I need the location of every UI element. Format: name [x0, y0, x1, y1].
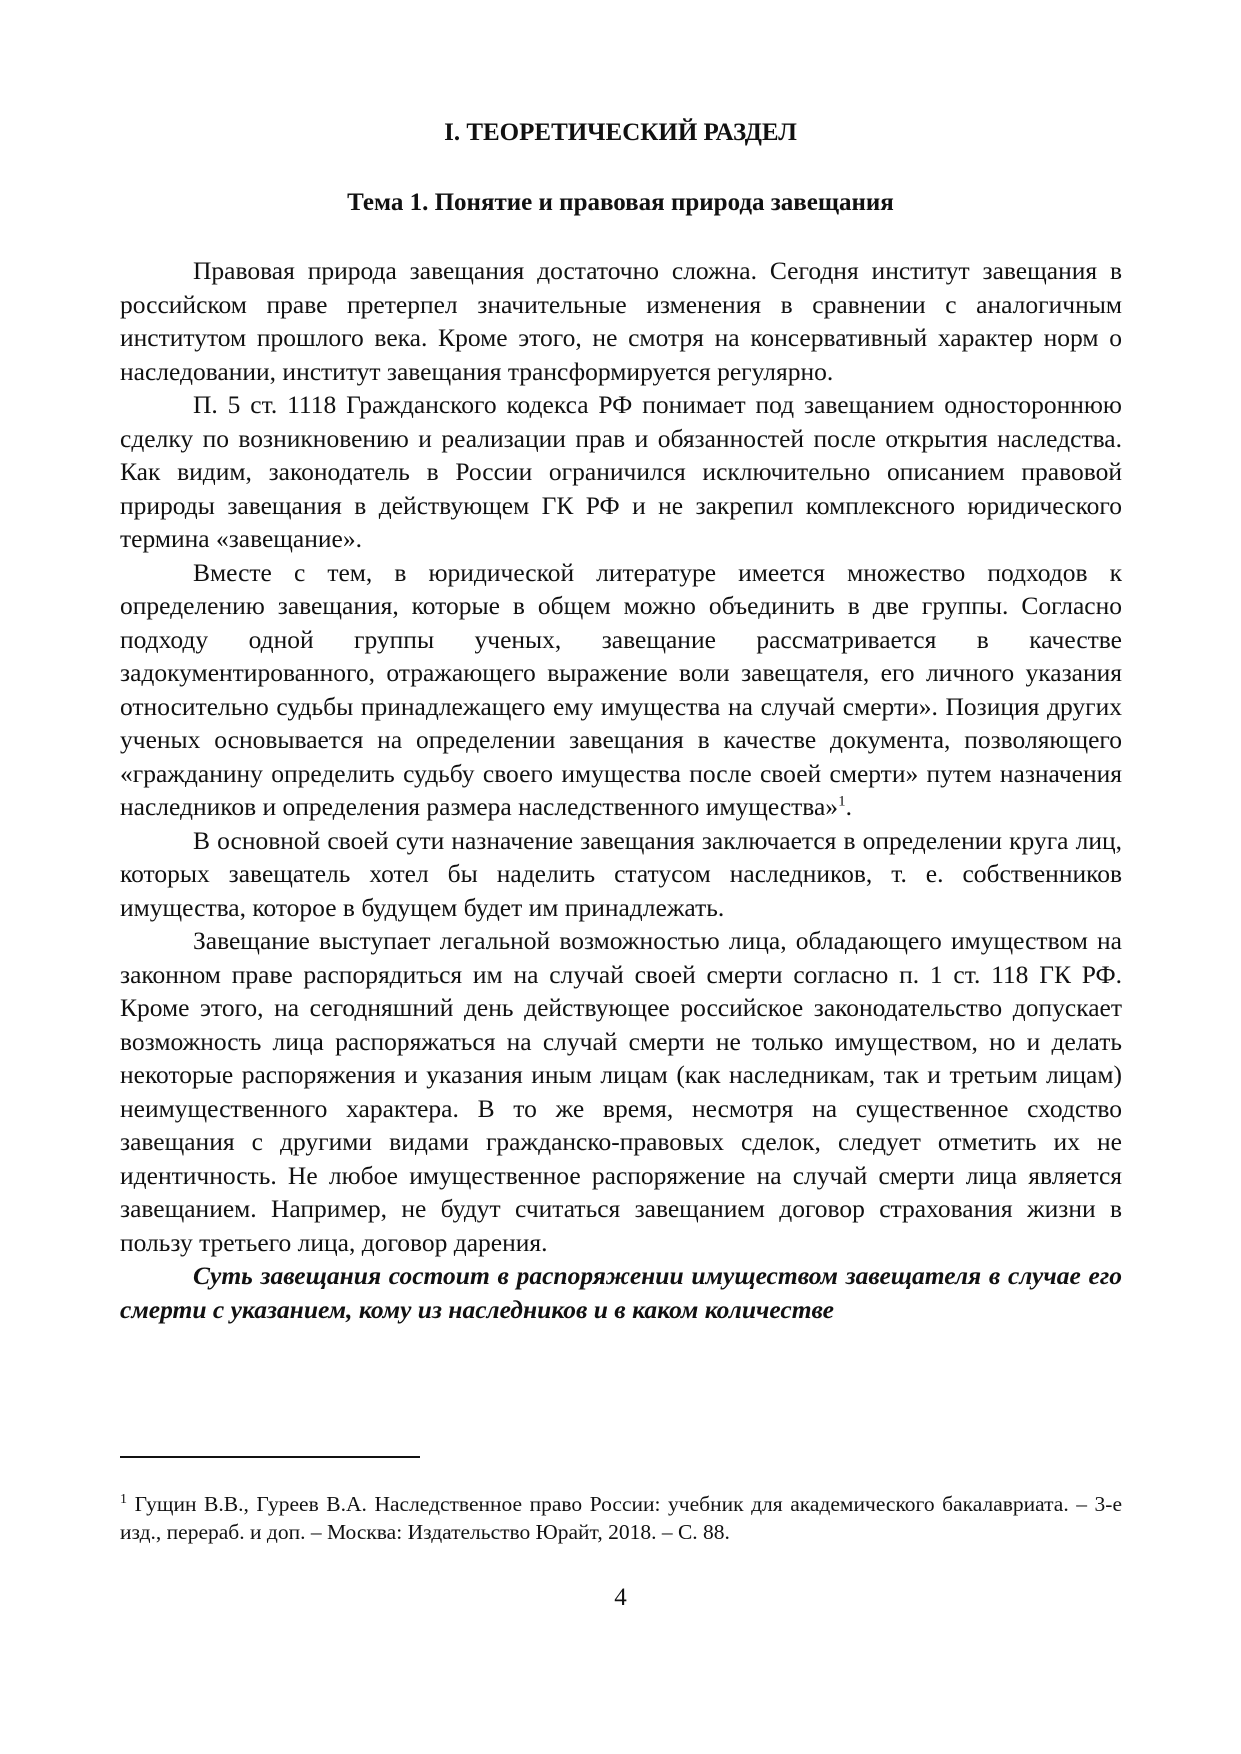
footnote-text: Гущин В.В., Гуреев В.А. Наследственное право России: учебник для академического бакалавриата. – 3-е изд., перераб. и доп. – Москва: Издательство Юрайт, 2018. – С. 88.: [120, 1492, 1123, 1544]
paragraph-1: Правовая природа завещания достаточно сложна. Сегодня институт завещания в российском праве претерпел значительные изменения в сравнении с аналогичным институтом прошлого века. Кроме этого, не смотря на консервативный характер норм о наследовании, институт завещания трансформируется регулярно.: [120, 256, 1122, 386]
page-number: 4: [614, 1584, 627, 1611]
paragraph-5: Завещание выступает легальной возможностью лица, обладающего имуществом на законном праве распорядиться им на случай своей смерти согласно п. 1 ст. 118 ГК РФ. Кроме этого, на сегодняшний день действующее российское законодательство допускает возможность лица распоряжаться на случай смерти не только имуществом, но и делать некоторые распоряжения и указания иным лицам (как наследникам, так и третьим лицам) неимущественного характера. В то же время, несмотря на существенное сходство завещания с другими видами гражданско-правовых сделок, следует отметить их не идентичность. Не любое имущественное распоряжение на случай смерти лица является завещанием. Например, не будут считаться завещанием договор страхования жизни в пользу третьего лица, договор дарения.: [120, 926, 1122, 1257]
footnote-entry: [120, 1490, 1122, 1546]
footnote-divider: [120, 1456, 420, 1458]
footnote-reference[interactable]: 1: [838, 793, 846, 810]
topic-title: Тема 1. Понятие и правовая природа завещания: [347, 189, 894, 216]
paragraph-6-emphasis: Суть завещания состоит в распоряжении имуществом завещателя в случае его смерти с указанием, кому из наследников и в каком количестве: [120, 1261, 1122, 1324]
paragraph-4: В основной своей сути назначение завещания заключается в определении круга лиц, которых завещатель хотел бы наделить статусом наследников, т. е. собственников имущества, которое в будущем будет им принадлежать.: [120, 825, 1122, 922]
body-text: [120, 254, 1122, 1326]
footnote-marker: 1: [120, 1491, 127, 1507]
footnote: [120, 1490, 1122, 1546]
paragraph-2: П. 5 ст. 1118 Гражданского кодекса РФ понимает под завещанием одностороннюю сделку по возникновению и реализации прав и обязанностей после открытия наследства. Как видим, законодатель в России ограничился исключительно описанием правовой природы завещания в действующем ГК РФ и не закрепил комплексного юридического термина «завещание».: [120, 390, 1122, 553]
section-title: I. ТЕОРЕТИЧЕСКИЙ РАЗДЕЛ: [444, 119, 797, 146]
paragraph-3-tail: .: [845, 792, 852, 821]
paragraph-3: [120, 556, 1122, 824]
paragraph-3-text: Вместе с тем, в юридической литературе имеется множество подходов к определению завещания, которые в общем можно объединить в две группы. Согласно подходу одной группы ученых, завещание рассматривается в качестве задокументированного, отражающего выражение воли завещателя, его личного указания относительно судьбы принадлежащего ему имущества на случай смерти». Позиция других ученых основывается на определении завещания в качестве документа, позволяющего «гражданину определить судьбу своего имущества после своей смерти» путем назначения наследников и определения размера наследственного имущества»: [120, 557, 1122, 821]
